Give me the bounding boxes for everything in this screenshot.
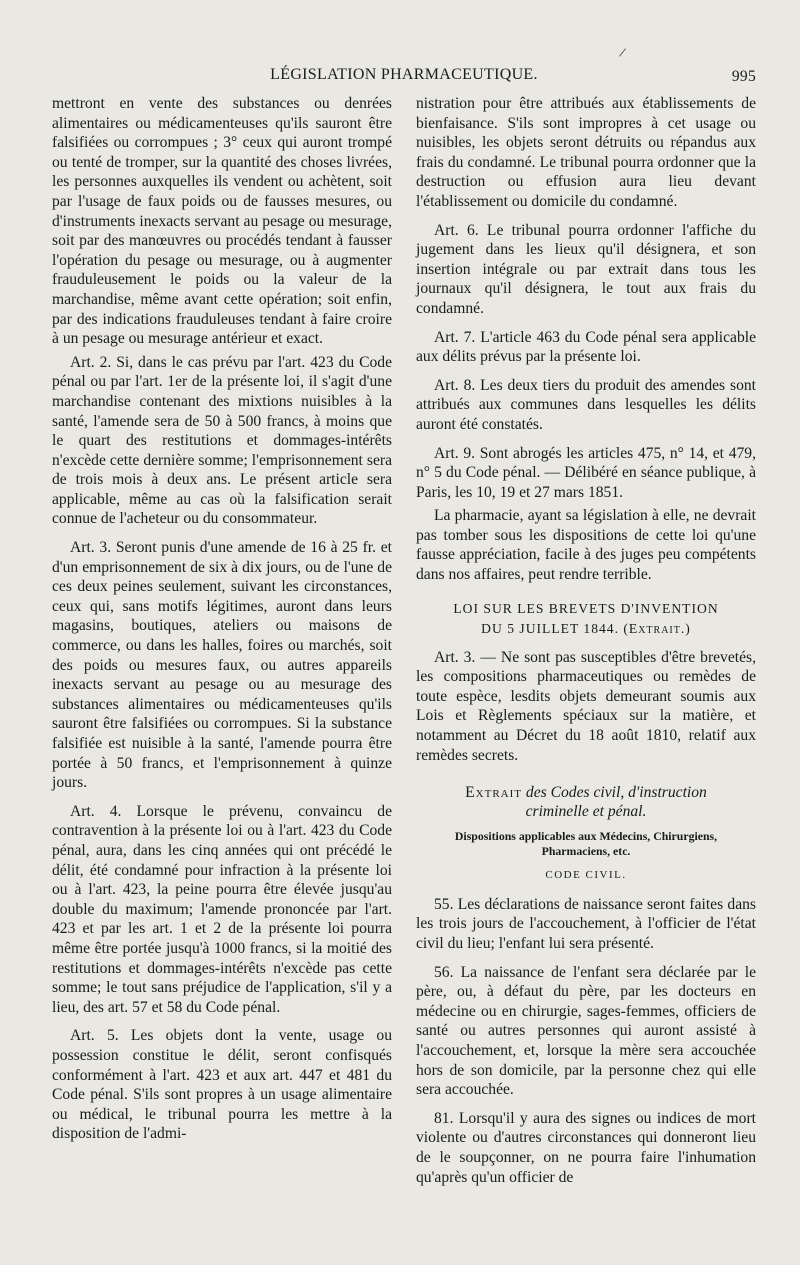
paragraph-art-5: Art. 5. Les objets dont la vente, usage ou possession constitue le délit, seront confisqués conformément à l'art. 423 et aux art. 447 et 481 du Code pénal. S'ils sont propres à un usage alimentaire ou médical, le tribunal pourra les mettre à la disposition de l'admi- xyxy=(52,1027,392,1143)
paragraph-article-56: 56. La naissance de l'enfant sera déclarée par le père, ou, à défaut du père, par les docteurs en médecine ou en chirurgie, sages-femmes, officiers de santé ou autres personnes qui auront assisté à l'accouchement, et, lorsque la mère sera accouchée hors de son domicile, par la personne chez qui elle sera accouchée. xyxy=(416,963,756,1099)
code-label: CODE CIVIL. xyxy=(545,869,627,882)
paragraph-art-4: Art. 4. Lorsque le prévenu, convaincu de contravention à la présente loi ou à l'art. 423 du Code pénal, aura, dans les cinq années qui ont précédé le délit, été condamné pour infraction à la présente loi ou à l'art. 423, la peine pourra être élevée jusqu'au double du maximum; l'amende prononcée par l'art. 423 et par les art. 1 et 2 de la présente loi pourra même être portée jusqu'à 1000 francs, si la moitié des restitutions et dommages-intérêts n'excède pas cette somme; le tout sans préjudice de l'application, s'il y a lieu, des art. 57 et 58 du Code pénal. xyxy=(52,802,392,1016)
page-number: 995 xyxy=(731,68,756,85)
right-column xyxy=(416,94,756,1187)
extract-word: Extrait xyxy=(465,784,523,802)
left-column xyxy=(52,94,392,1187)
heading-line: DU 5 JUILLET 1844. (Extrait.) xyxy=(481,620,691,636)
paragraph-commentary: La pharmacie, ayant sa législation à elle, ne devrait pas tomber sous les dispositions de cette loi qu'une fausse appréciation, facile à des juges peu compétents dans nos affaires, peut rendre terrible. xyxy=(416,507,756,584)
paragraph: mettront en vente des substances ou denrées alimentaires ou médicamenteuses qu'ils sauront être falsifiées ou corrompues ; 3° ceux qui auront trompé ou tenté de tromper, sur la quantité des choses livrées, les personnes auxquelles ils vendent ou achètent, soit par l'usage de faux poids ou de fausses mesures, ou d'instruments inexacts servant au pesage ou mesurage, soit par des manœuvres ou procédés tendant à fausser l'opération du pesage ou mesurage, ou à augmenter frauduleusement le poids ou la valeur de la marchandise, même avant cette opération; soit enfin, par des indications frauduleuses tendant à faire croire à un pesage ou mesurage antérieur et exact. xyxy=(52,95,392,348)
subheading-dispositions xyxy=(416,829,756,858)
ink-mark: / xyxy=(617,45,627,62)
section-heading-patent-law xyxy=(416,599,756,639)
subheading-line: Pharmaciens, etc. xyxy=(541,843,631,858)
paragraph-art-8: Art. 8. Les deux tiers du produit des amendes sont attribués aux communes dans lesquelles les délits auront été constatés. xyxy=(416,376,756,433)
heading-line: LOI SUR LES BREVETS D'INVENTION xyxy=(453,600,719,616)
subheading-line: Dispositions applicables aux Médecins, Chirurgiens, xyxy=(454,829,718,844)
paragraph-art-7: Art. 7. L'article 463 du Code pénal sera applicable aux délits prévus par la présente loi. xyxy=(416,328,756,366)
paragraph: nistration pour être attribués aux établissements de bienfaisance. S'ils sont impropres à cet usage ou nuisibles, les objets seront détruits ou répandus aux frais du condamné. Le tribunal pourra ordonner que la destruction ou effusion aura lieu devant l'établissement ou domicile du condamné. xyxy=(416,95,756,210)
paragraph-article-55: 55. Les déclarations de naissance seront faites dans les trois jours de l'accouchement, à l'officier de l'état civil du lieu; l'enfant lui sera présenté. xyxy=(416,895,756,952)
paragraph-art-2: Art. 2. Si, dans le cas prévu par l'art. 423 du Code pénal ou par l'art. 1er de la présente loi, il s'agit d'une marchandise contenant des mixtions nuisibles à la santé, l'amende sera de 50 à 500 francs, à moins que le quart des restitutions et dommages-intérêts n'excède cette dernière somme; l'emprisonnement sera de trois mois à deux ans. Le présent article sera applicable, même au cas où la falsification serait connue de l'acheteur ou du consommateur. xyxy=(52,353,392,528)
page-title: LÉGISLATION PHARMACEUTIQUE. xyxy=(270,66,538,83)
paragraph-art-6: Art. 6. Le tribunal pourra ordonner l'affiche du jugement dans les lieux qu'il désignera, et son insertion intégrale ou par extrait dans tous les journaux qu'il désignera, le tout aux frais du condamné. xyxy=(416,221,756,317)
paragraph-art-3: Art. 3. Seront punis d'une amende de 16 à 25 fr. et d'un emprisonnement de six à dix jours, ou de l'une de ces deux peines seulement, suivant les circonstances, ceux qui, sans motifs légitimes, auront dans leurs magasins, boutiques, ateliers ou maisons de commerce, ou dans les halles, foires ou marchés, soit des poids ou mesures faux, ou autres appareils inexacts servant au pesage ou au mesurage des substances alimentaires ou médicamenteuses qu'ils sauront être falsifiées ou corrompues. Si la substance falsifiée est nuisible à la santé, l'amende pourra être portée à 50 francs, et l'emprisonnement à quinze jours. xyxy=(52,539,392,792)
paragraph-patent-art-3: Art. 3. — Ne sont pas susceptibles d'être brevetés, les compositions pharmaceutiques ou remèdes de toute espèce, lesdits objets demeurant soumis aux Lois et Règlements spéciaux sur la matière, et notamment au Décret du 18 août 1810, relatif aux remèdes secrets. xyxy=(416,648,756,764)
extract-title: des Codes civil, d'instruction xyxy=(522,784,707,802)
running-header xyxy=(52,45,756,94)
extract-title: criminelle et pénal. xyxy=(525,803,647,821)
paragraph-art-9: Art. 9. Sont abrogés les articles 475, n° 14, et 479, n° 5 du Code pénal. — Délibéré en séance publique, à Paris, les 10, 19 et 27 mars 1851. xyxy=(416,444,756,501)
paragraph-article-81: 81. Lorsqu'il y aura des signes ou indices de mort violente ou d'autres circonstances qui donneront lieu de le soupçonner, on ne pourra faire l'inhumation qu'après qu'un officier de xyxy=(416,1109,756,1186)
two-column-body xyxy=(52,94,756,1187)
section-heading-extract xyxy=(416,783,756,821)
